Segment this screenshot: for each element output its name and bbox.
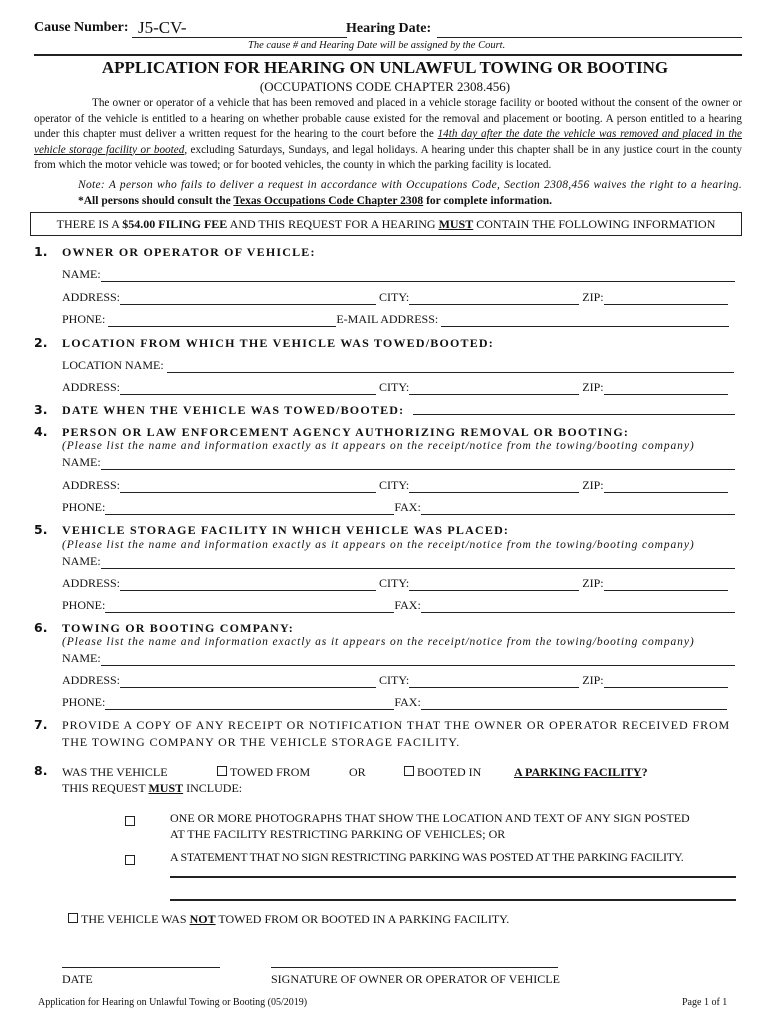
assigned-note: The cause # and Hearing Date will be assigned by the Court. <box>248 40 506 51</box>
s4-phone-label: PHONE: <box>62 500 106 514</box>
s8-towed-label: TOWED FROM <box>230 765 311 779</box>
s8-option2: A STATEMENT THAT NO SIGN RESTRICTING PARKING WAS POSTED AT THE PARKING FACILITY. <box>170 850 684 864</box>
s6-zip-label: ZIP: <box>582 673 604 687</box>
s1-city-field[interactable] <box>409 293 579 305</box>
intro-deadline: 14th day after the date the vehicle was removed and placed in the vehicle storage facility or booted <box>34 128 742 156</box>
s5-name-label: NAME: <box>62 554 101 568</box>
s1-phone-label: PHONE: <box>62 312 106 326</box>
s8-option1-line1: ONE OR MORE PHOTOGRAPHS THAT SHOW THE LOCATION AND TEXT OF ANY SIGN POSTED <box>170 811 690 825</box>
not-towed-checkbox-icon[interactable] <box>68 913 78 923</box>
s5-fax-label: FAX: <box>394 598 421 612</box>
s1-email-label: E-MAIL ADDRESS: <box>336 312 439 326</box>
s5-address-row <box>62 576 728 591</box>
fee-box <box>30 212 742 236</box>
s6-address-field[interactable] <box>120 676 376 688</box>
s6-fax-label: FAX: <box>394 695 421 709</box>
cause-number-row <box>34 20 129 36</box>
s1-zip-label: ZIP: <box>582 290 604 304</box>
not-towed-option[interactable] <box>68 912 509 927</box>
statement-checkbox-icon[interactable] <box>125 852 138 870</box>
s2-city-field[interactable] <box>409 383 579 395</box>
s1-address-row <box>62 290 728 305</box>
footer-page-number <box>682 997 727 1008</box>
s1-city-label: CITY: <box>379 290 410 304</box>
s5-name-field[interactable] <box>101 557 735 569</box>
s5-city-field[interactable] <box>409 579 579 591</box>
note-consult: *All persons should consult the <box>78 195 234 207</box>
s1-phone-field[interactable] <box>108 315 336 327</box>
s6-name-field[interactable] <box>101 654 735 666</box>
fee-amount: $54.00 FILING FEE <box>122 217 228 231</box>
s4-zip-label: ZIP: <box>582 478 604 492</box>
intro-paragraph <box>34 96 742 174</box>
s1-name-row <box>62 267 735 282</box>
s8-question: WAS THE VEHICLE <box>62 765 168 779</box>
s2-location-row <box>62 358 734 373</box>
booted-checkbox-icon[interactable] <box>404 766 414 776</box>
cause-number-prefix: J5-CV- <box>138 18 187 37</box>
fee-must: MUST <box>438 217 474 231</box>
s8-qmark: ? <box>641 765 648 779</box>
s8-facility-text: A PARKING FACILITY <box>514 765 642 779</box>
s6-phone-label: PHONE: <box>62 695 106 709</box>
section-1-title: OWNER OR OPERATOR OF VEHICLE: <box>62 245 316 259</box>
s5-phone-row <box>62 598 735 613</box>
s4-fax-label: FAX: <box>394 500 421 514</box>
fee-text-e: CONTAIN THE FOLLOWING INFORMATION <box>473 217 716 231</box>
s1-zip-field[interactable] <box>604 293 728 305</box>
fee-text-c: AND THIS REQUEST FOR A HEARING <box>227 217 439 231</box>
s2-address-field[interactable] <box>120 383 376 395</box>
s5-phone-field[interactable] <box>105 601 394 613</box>
s6-name-label: NAME: <box>62 651 101 665</box>
section-8-number: 8. <box>34 763 48 778</box>
s1-address-label: ADDRESS: <box>62 290 121 304</box>
note-paragraph <box>78 177 742 209</box>
date-line[interactable] <box>62 967 220 968</box>
section-7-line2: THE TOWING COMPANY OR THE VEHICLE STORAGE FACILITY. <box>62 735 461 749</box>
section-1-number: 1. <box>34 244 48 259</box>
section-4-number: 4. <box>34 424 48 439</box>
cause-number-label: Cause Number: <box>34 20 129 35</box>
s5-zip-label: ZIP: <box>582 576 604 590</box>
s8-towed-option[interactable] <box>217 765 310 780</box>
s8-booted-option[interactable] <box>404 765 481 780</box>
section-6-number: 6. <box>34 620 48 635</box>
s6-fax-field[interactable] <box>421 698 727 710</box>
s5-fax-field[interactable] <box>421 601 735 613</box>
note-code-link: Texas Occupations Code Chapter 2308 <box>233 195 424 207</box>
s5-address-field[interactable] <box>120 579 376 591</box>
s4-address-field[interactable] <box>120 481 376 493</box>
intro-text-end: , excluding Saturdays, Sundays, and legal holidays. A hearing under this chapter shall be in any justice court in the county from which the motor vehicle was towed; or for booted vehicles, the county in which the parking facility is located. <box>34 143 742 171</box>
s6-name-row <box>62 651 735 666</box>
s5-please-note: (Please list the name and information exactly as it appears on the receipt/notice from the towing/booting company) <box>62 539 695 551</box>
s4-city-field[interactable] <box>409 481 579 493</box>
s8-option1-line2: AT THE FACILITY RESTRICTING PARKING OF VEHICLES; OR <box>170 827 506 841</box>
s8-booted-label: BOOTED IN <box>417 765 482 779</box>
photos-checkbox-icon[interactable] <box>125 813 138 831</box>
statement-line-1[interactable] <box>170 876 736 878</box>
s5-zip-field[interactable] <box>604 579 728 591</box>
s2-city-label: CITY: <box>379 380 410 394</box>
s2-location-field[interactable] <box>167 361 734 373</box>
page-title: APPLICATION FOR HEARING ON UNLAWFUL TOWING OR BOOTING <box>101 58 669 77</box>
s6-zip-field[interactable] <box>604 676 728 688</box>
s6-please-note: (Please list the name and information exactly as it appears on the receipt/notice from the towing/booting company) <box>62 636 695 648</box>
s6-phone-field[interactable] <box>105 698 394 710</box>
statement-line-2[interactable] <box>170 899 736 901</box>
s8-must-c: INCLUDE: <box>183 781 243 795</box>
s3-date-field[interactable] <box>413 403 735 415</box>
section-5-number: 5. <box>34 522 48 537</box>
footer-form-name: Application for Hearing on Unlawful Towing or Booting (05/2019) <box>38 997 308 1008</box>
header-divider <box>34 54 742 56</box>
s4-name-row <box>62 455 735 470</box>
cause-number-field[interactable] <box>132 18 347 38</box>
s4-name-field[interactable] <box>101 458 735 470</box>
s1-name-label: NAME: <box>62 267 101 281</box>
s4-zip-field[interactable] <box>604 481 728 493</box>
note-text: Note: A person who fails to deliver a request in accordance with Occupations Code, Section 2308,456 waives the right to a hearing. <box>78 179 742 191</box>
note-consult-end: for complete information. <box>423 195 553 207</box>
s1-address-field[interactable] <box>120 293 376 305</box>
footer-page-text: Page 1 of 1 <box>682 997 728 1008</box>
s6-address-row <box>62 673 728 688</box>
s6-city-field[interactable] <box>409 676 579 688</box>
section-3-number: 3. <box>34 402 48 417</box>
s4-address-label: ADDRESS: <box>62 478 121 492</box>
s2-location-label: LOCATION NAME: <box>62 358 164 372</box>
s6-phone-row <box>62 695 727 710</box>
s1-name-field[interactable] <box>101 270 735 282</box>
s4-city-label: CITY: <box>379 478 410 492</box>
s5-phone-label: PHONE: <box>62 598 106 612</box>
section-3-title: DATE WHEN THE VEHICLE WAS TOWED/BOOTED: <box>62 403 405 417</box>
towed-checkbox-icon[interactable] <box>217 766 227 776</box>
s2-zip-field[interactable] <box>604 383 728 395</box>
section-7-number: 7. <box>34 717 48 732</box>
s4-name-label: NAME: <box>62 455 101 469</box>
date-label: DATE <box>62 972 93 986</box>
s8-must-b: MUST <box>148 781 184 795</box>
s8-must-a: THIS REQUEST <box>62 781 149 795</box>
intro-text: The owner or operator of a vehicle that has been removed and placed in a vehicle storage facility or booted without the consent of the owner or operator of the vehicle is entitled to a hearing on whether probable cause existed for the removal and placement or booting. A person entitled to a hearing under this chapter must deliver a written request for the hearing to the court before the <box>34 97 742 140</box>
s1-phone-row <box>62 312 729 327</box>
section-2-title: LOCATION FROM WHICH THE VEHICLE WAS TOWED/BOOTED: <box>62 336 494 350</box>
page-subtitle: (OCCUPATIONS CODE CHAPTER 2308.456) <box>259 79 511 94</box>
not-towed-text-a: THE VEHICLE WAS <box>81 912 190 926</box>
hearing-date-field[interactable] <box>437 18 742 38</box>
s5-name-row <box>62 554 735 569</box>
signature-label: SIGNATURE OF OWNER OR OPERATOR OF VEHICLE <box>271 972 560 986</box>
s5-city-label: CITY: <box>379 576 410 590</box>
section-4-title: PERSON OR LAW ENFORCEMENT AGENCY AUTHORIZING REMOVAL OR BOOTING: <box>62 425 630 439</box>
hearing-date-label: Hearing Date: <box>346 21 432 36</box>
s4-phone-row <box>62 500 735 515</box>
section-7-line1: PROVIDE A COPY OF ANY RECEIPT OR NOTIFICATION THAT THE OWNER OR OPERATOR RECEIVED FROM <box>62 718 731 732</box>
s2-zip-label: ZIP: <box>582 380 604 394</box>
s8-or: OR <box>349 765 366 779</box>
s2-address-row <box>62 380 728 395</box>
fee-text-a: THERE IS A <box>56 217 123 231</box>
s5-address-label: ADDRESS: <box>62 576 121 590</box>
section-5-title: VEHICLE STORAGE FACILITY IN WHICH VEHICLE WAS PLACED: <box>62 523 510 537</box>
s4-address-row <box>62 478 728 493</box>
s4-please-note: (Please list the name and information exactly as it appears on the receipt/notice from the towing/booting company) <box>62 440 695 452</box>
s8-must-include <box>62 781 242 796</box>
s8-facility <box>514 765 648 780</box>
not-towed-not: NOT <box>189 912 216 926</box>
s6-city-label: CITY: <box>379 673 410 687</box>
s1-email-field[interactable] <box>441 315 729 327</box>
not-towed-text-c: TOWED FROM OR BOOTED IN A PARKING FACILITY. <box>215 912 510 926</box>
s4-fax-field[interactable] <box>421 503 735 515</box>
section-6-title: TOWING OR BOOTING COMPANY: <box>62 621 294 635</box>
signature-line[interactable] <box>271 967 558 968</box>
section-2-number: 2. <box>34 335 48 350</box>
s6-address-label: ADDRESS: <box>62 673 121 687</box>
s2-address-label: ADDRESS: <box>62 380 121 394</box>
s4-phone-field[interactable] <box>105 503 394 515</box>
